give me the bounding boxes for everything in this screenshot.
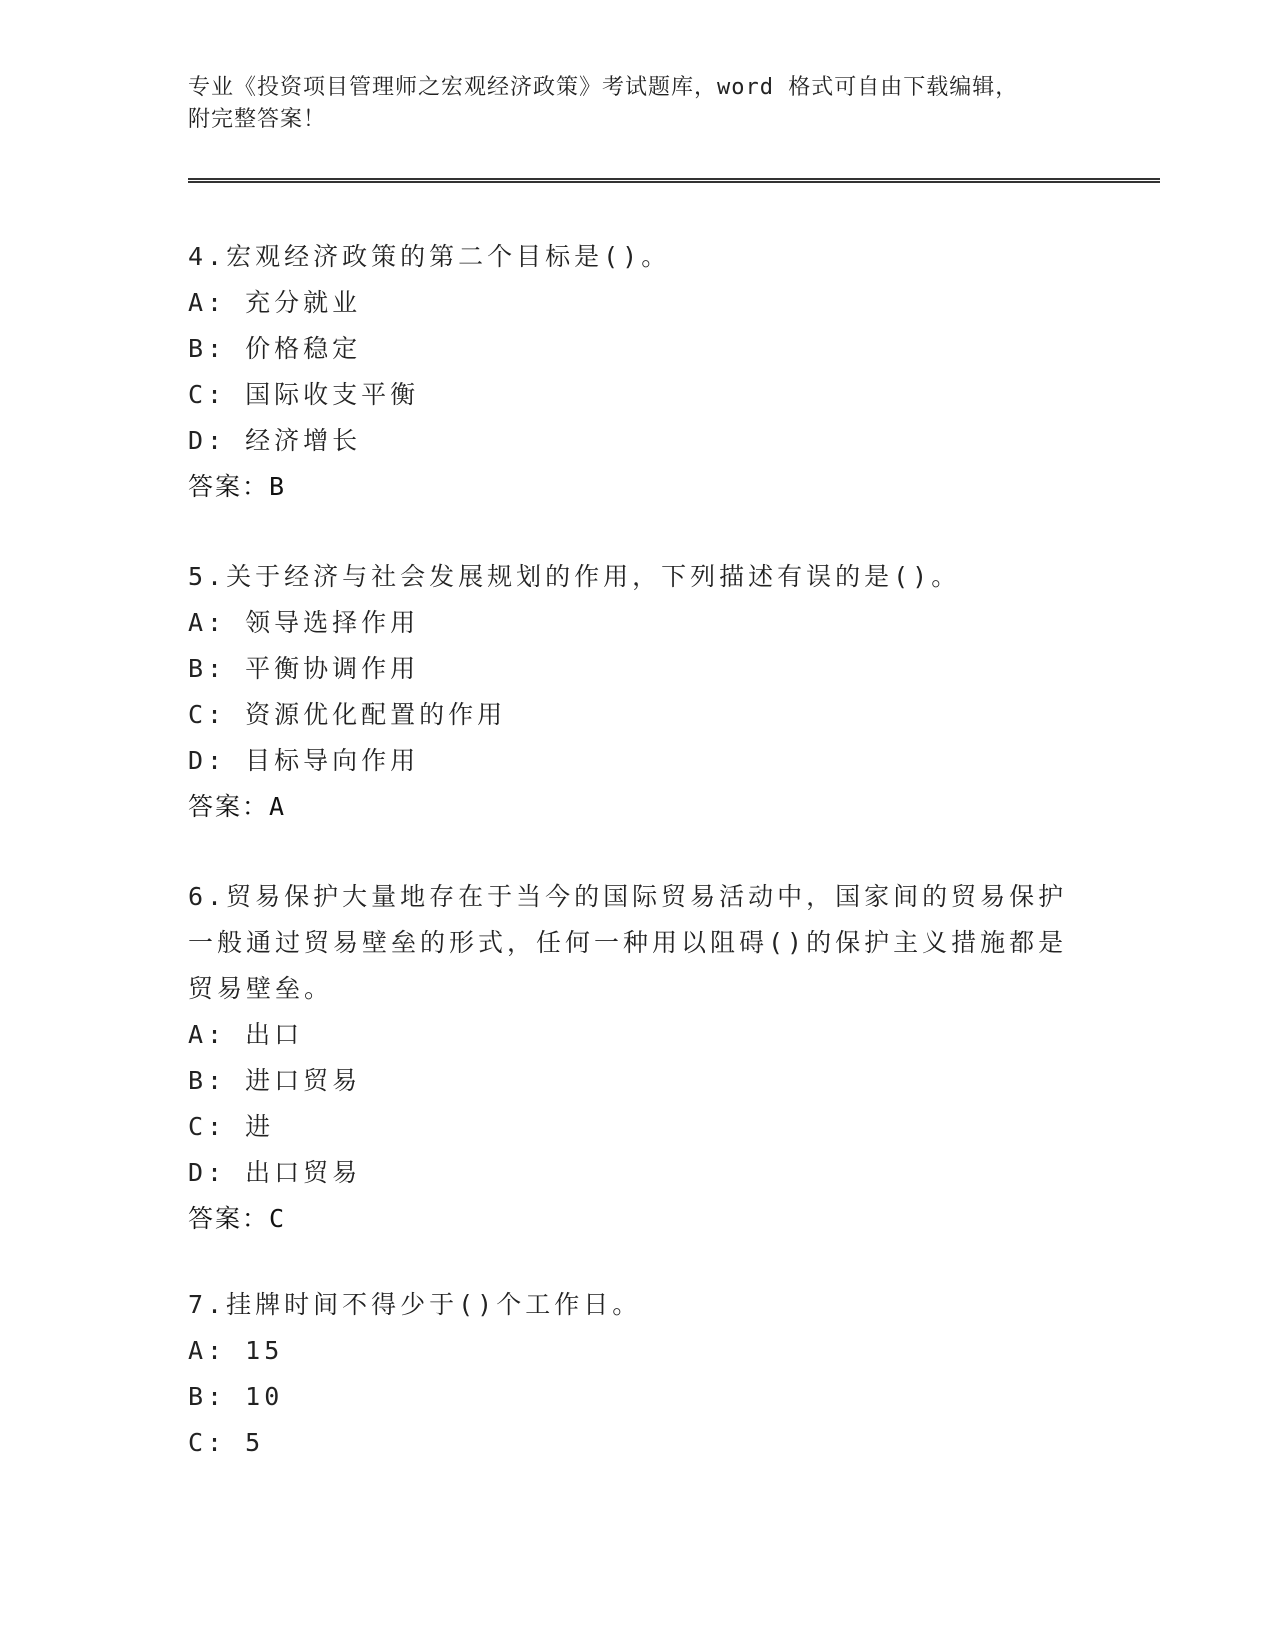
- intro-line-1: 专业《投资项目管理师之宏观经济政策》考试题库，word 格式可自由下载编辑，: [188, 75, 1019, 100]
- option-c: C: 进: [188, 1112, 275, 1141]
- question-stem: 5.关于经济与社会发展规划的作用，下列描述有误的是()。: [188, 562, 961, 591]
- intro-line-2: 附完整答案！: [188, 107, 327, 132]
- option-c: C: 国际收支平衡: [188, 380, 420, 409]
- answer-label: 答案：: [188, 472, 270, 501]
- question-7: [188, 1282, 1068, 1466]
- answer-line: [188, 464, 1068, 510]
- option-a: A: 出口: [188, 1020, 304, 1049]
- option-b: B: 进口贸易: [188, 1066, 362, 1095]
- option-c: C: 5: [188, 1428, 265, 1457]
- question-stem-line-2: 一般通过贸易壁垒的形式，任何一种用以阻碍()的保护主义措施都是: [188, 928, 1068, 957]
- option-d: D: 目标导向作用: [188, 746, 420, 775]
- option-d: D: 经济增长: [188, 426, 362, 455]
- option-d: D: 出口贸易: [188, 1158, 362, 1187]
- answer-line: [188, 784, 1068, 830]
- answer-label: 答案：: [188, 792, 270, 821]
- answer-line: [188, 1196, 1068, 1242]
- answer-value: C: [269, 1204, 287, 1233]
- option-a: A: 领导选择作用: [188, 608, 420, 637]
- question-stem-line-3: 贸易壁垒。: [188, 974, 334, 1003]
- option-b: B: 10: [188, 1382, 284, 1411]
- question-6: [188, 874, 1068, 1242]
- question-stem: 7.挂牌时间不得少于()个工作日。: [188, 1290, 642, 1319]
- option-c: C: 资源优化配置的作用: [188, 700, 507, 729]
- answer-label: 答案：: [188, 1204, 270, 1233]
- document-intro: [188, 72, 1068, 136]
- option-b: B: 价格稳定: [188, 334, 362, 363]
- question-stem-line-1: 6.贸易保护大量地存在于当今的国际贸易活动中，国家间的贸易保护: [188, 882, 1068, 911]
- question-5: [188, 554, 1068, 830]
- option-a: A: 充分就业: [188, 288, 362, 317]
- answer-value: A: [269, 792, 287, 821]
- option-b: B: 平衡协调作用: [188, 654, 420, 683]
- answer-value: B: [269, 472, 287, 501]
- option-a: A: 15: [188, 1336, 284, 1365]
- question-4: [188, 234, 1068, 510]
- question-stem: 4.宏观经济政策的第二个目标是()。: [188, 242, 671, 271]
- header-divider: [188, 178, 1160, 183]
